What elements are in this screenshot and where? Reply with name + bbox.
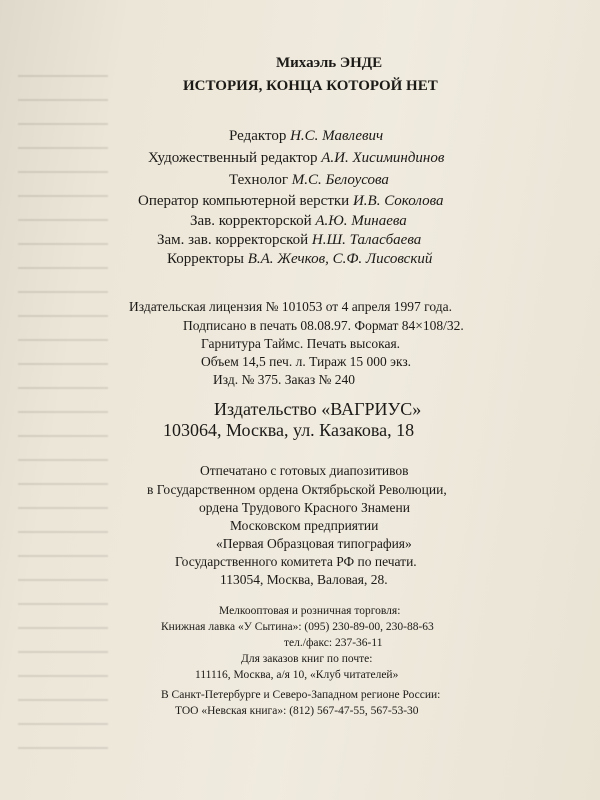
credit-line — [229, 129, 383, 144]
trade-line: тел./факс: 237-36-11 — [284, 637, 383, 649]
author-name: Михаэль ЭНДЕ — [276, 55, 383, 71]
printer-line: Отпечатано с готовых диапозитивов — [200, 463, 409, 478]
credit-name: И.В. Соколова — [352, 193, 444, 209]
trade-line: Книжная лавка «У Сытина»: (095) 230-89-00, 230-88-63 — [161, 621, 434, 633]
printer-line: в Государственном ордена Октябрьской Революции, — [147, 482, 447, 497]
trade-line: Для заказов книг по почте: — [241, 653, 373, 665]
trade-line: 111116, Москва, а/я 10, «Клуб читателей» — [195, 669, 399, 681]
printer-line: «Первая Образцовая типография» — [216, 536, 412, 551]
credit-name: Н.С. Мавлевич — [290, 128, 384, 144]
print-info-line: Гарнитура Таймс. Печать высокая. — [201, 336, 401, 351]
print-info-line: Изд. № 375. Заказ № 240 — [213, 372, 356, 387]
bleed-through-text — [18, 60, 108, 760]
credit-line — [157, 233, 421, 248]
credit-line — [167, 252, 432, 267]
printer-line: Государственного комитета РФ по печати. — [175, 554, 417, 569]
credit-line — [190, 214, 407, 229]
print-info-line: Объем 14,5 печ. л. Тираж 15 000 экз. — [201, 354, 412, 369]
credit-line — [138, 194, 444, 209]
print-info-line: Издательская лицензия № 101053 от 4 апреля 1997 года. — [129, 299, 452, 314]
printer-line: 113054, Москва, Валовая, 28. — [220, 572, 388, 587]
trade-line: Мелкооптовая и розничная торговля: — [219, 605, 401, 617]
credit-name: М.С. Белоусова — [291, 172, 389, 188]
credit-name: А.И. Хисиминдинов — [321, 150, 445, 166]
credit-role: Зав. корректорской — [190, 213, 312, 229]
book-title: ИСТОРИЯ, КОНЦА КОТОРОЙ НЕТ — [183, 78, 438, 94]
credit-role: Оператор компьютерной верстки — [138, 193, 350, 209]
print-info-line: Подписано в печать 08.08.97. Формат 84×108/32. — [183, 318, 464, 333]
credit-line — [148, 151, 444, 166]
credit-role: Художественный редактор — [148, 150, 318, 166]
credit-line — [229, 173, 389, 188]
credit-role: Технолог — [229, 172, 289, 188]
credit-name: А.Ю. Минаева — [315, 213, 407, 229]
regional-line: ТОО «Невская книга»: (812) 567-47-55, 567-53-30 — [175, 705, 419, 717]
publisher-name: Издательство «ВАГРИУС» — [214, 399, 422, 419]
credit-role: Корректоры — [167, 251, 244, 267]
publisher-address: 103064, Москва, ул. Казакова, 18 — [163, 420, 415, 440]
credit-name: Н.Ш. Таласбаева — [311, 232, 422, 248]
regional-line: В Санкт-Петербурге и Северо-Западном регионе России: — [161, 689, 441, 701]
credit-name: В.А. Жечков, С.Ф. Лисовский — [247, 251, 433, 267]
printer-line: ордена Трудового Красного Знамени — [199, 500, 410, 515]
credit-role: Зам. зав. корректорской — [157, 232, 309, 248]
printer-line: Московском предприятии — [230, 518, 379, 533]
credit-role: Редактор — [229, 128, 287, 144]
